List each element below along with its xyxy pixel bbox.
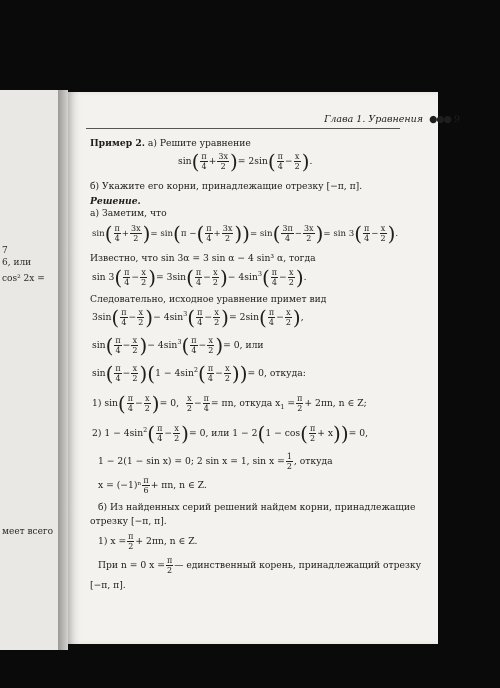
example-heading [90,138,251,149]
case-1: 1) sin( $\frac{\pi}{4}$ − $\frac{x}{2}$ )= 0, $\frac{x}{2}$ − $\frac{\pi}{4}$ = πn, откуда $x_1$ = $\frac{\pi}{2}$ + 2πn, n ∈ Z; [92,391,367,416]
identity-text: Известно, что sin 3α = 3 sin α − 4 sin³ α, тогда [90,253,316,264]
solution-label: Решение. [90,196,141,207]
book-gutter [58,90,68,650]
main-equation: sin( $\frac{\pi}{4}$ + $\frac{3x}{2}$ )= 2sin( $\frac{\pi}{4}$ − $\frac{x}{2}$ ). [178,149,313,174]
equation-identity: sin( $\frac{\pi}{4}$ + $\frac{3x}{2}$ )= sin(π −( $\frac{\pi}{4}$ + $\frac{3x}{2}$ ))= sin( $\frac{3\pi}{4}$ − $\frac{3x}{2}$ )= sin 3( $\frac{\pi}{4}$ − $\frac{x}{2}$ ). [92,221,399,246]
root-interval: [−π, π]. [90,580,126,591]
running-head [324,114,460,125]
left-fragment: 6, или [2,258,32,268]
header-rule [86,128,400,129]
part-b-interval: отрезку [−π, π]. [90,516,167,527]
example-label: Пример 2. [90,138,145,149]
left-fragment: меет всего [2,527,54,537]
equation-expansion: sin 3( $\frac{\pi}{4}$ − $\frac{x}{2}$ )= 3sin( $\frac{\pi}{4}$ − $\frac{x}{2}$ )− $4\sin^3$( $\frac{\pi}{4}$ − $\frac{x}{2}$ ). [92,265,307,290]
series-1: 1) x = $\frac{\pi}{2}$ + 2πn, n ∈ Z. [98,532,198,551]
case-2: 2) $1 - 4\sin^2$( $\frac{\pi}{4}$ − $\frac{x}{2}$ )= 0, или 1 − 2(1 − cos( $\frac{\pi}{2}$ + x))= 0, [92,421,369,446]
general-solution: x = (−1)ⁿ $\frac{\pi}{6}$ + πn, n ∈ Z. [98,476,207,495]
chapter-title: Глава 1. Уравнения [324,114,424,125]
ornament: ●●● [429,114,451,125]
left-fragment: cos² 2x = [2,274,45,284]
note-a: а) Заметим, что [90,208,167,219]
part-b-text: б) Из найденных серий решений найдем корни, принадлежащие [98,502,416,513]
consequently-text: Следовательно, исходное уравнение примет вид [90,294,327,305]
task-a: а) Решите уравнение [147,138,251,149]
page-number: 9 [453,114,460,125]
root-line: При n = 0 x = $\frac{\pi}{2}$ — единственный корень, принадлежащий отрезку [98,556,422,575]
sinx-line: 1 − 2(1 − sin x) = 0; 2 sin x = 1, sin x = $\frac{1}{2}$ , откуда [98,452,333,471]
equation-form: 3sin( $\frac{\pi}{4}$ − $\frac{x}{2}$ )− $4\sin^3$( $\frac{\pi}{4}$ − $\frac{x}{2}$ )= 2sin( $\frac{\pi}{4}$ − $\frac{x}{2}$ ), [92,305,304,330]
equation-reduced: sin( $\frac{\pi}{4}$ − $\frac{x}{2}$ )− $4\sin^3$( $\frac{\pi}{4}$ − $\frac{x}{2}$ )= 0, или [92,333,264,358]
equation-factored: sin( $\frac{\pi}{4}$ − $\frac{x}{2}$ )($1 - 4\sin^2$( $\frac{\pi}{4}$ − $\frac{x}{2}$ ))= 0, откуда: [92,361,306,386]
left-fragment: 7 [2,246,8,256]
task-b: б) Укажите его корни, принадлежащие отрезку [−π, π]. [90,181,363,192]
left-page [0,90,58,650]
